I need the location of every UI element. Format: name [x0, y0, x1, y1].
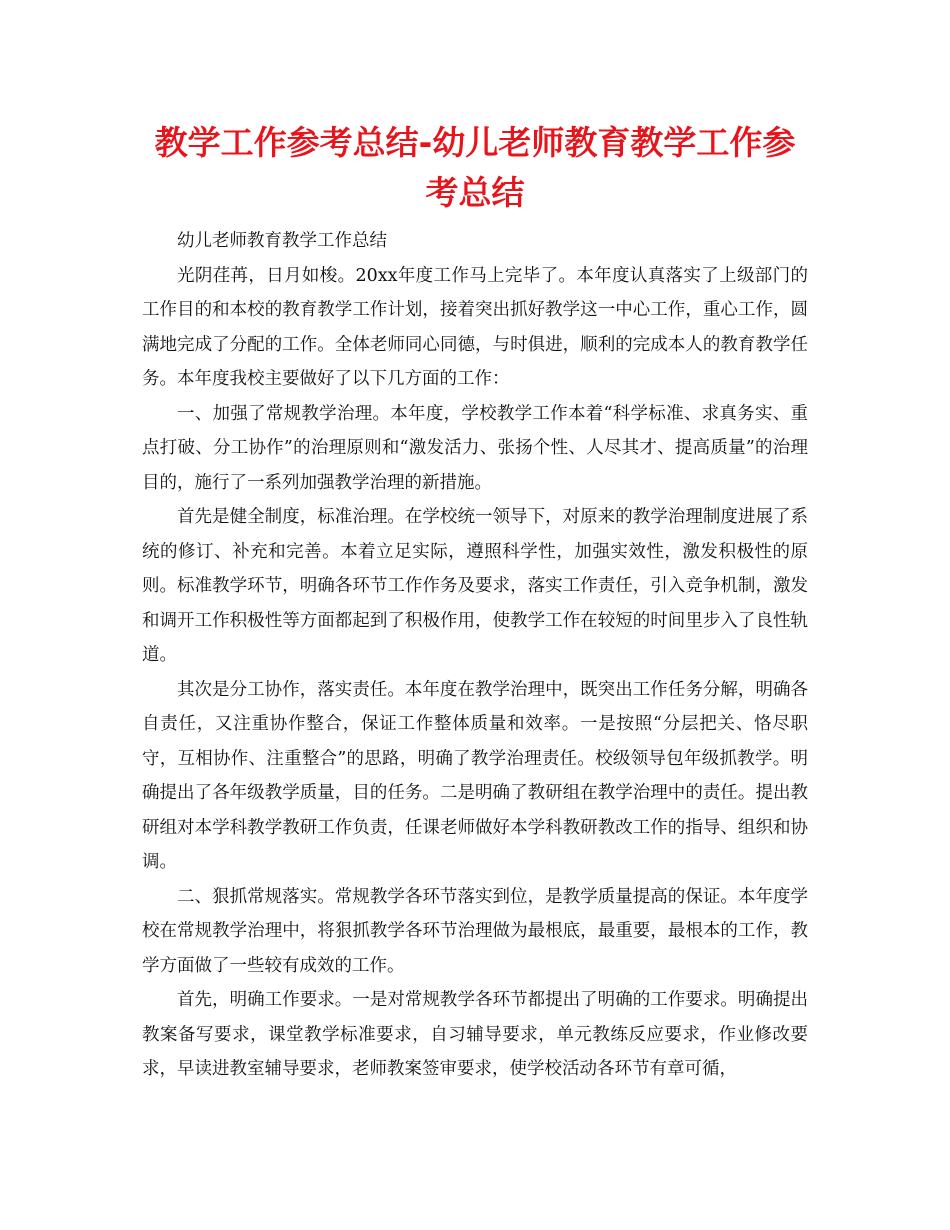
document-body: [142, 224, 808, 1087]
section-two-paragraph: 二、狠抓常规落实。常规教学各环节落实到位，是教学质量提高的保证。本年度学校在常规教学治理中，将狠抓教学各环节治理做为最根底，最重要，最根本的工作，教学方面做了一些较有成效的工作。: [142, 886, 808, 976]
intro-paragraph: 光阴荏苒，日月如梭。20xx年度工作马上完毕了。本年度认真落实了上级部门的工作目的和本校的教育教学工作计划，接着突出抓好教学这一中心工作，重心工作，圆满地完成了分配的工作。全体老师同心同德，与时俱进，顺利的完成本人的教育教学任务。本年度我校主要做好了以下几方面的工作：: [142, 265, 808, 389]
document-title: 教学工作参考总结-幼儿老师教育教学工作参考总结: [154, 123, 796, 212]
section-one-paragraph: 一、加强了常规教学治理。本年度，学校教学工作本着“科学标准、求真务实、重点打破、分工协作”的治理原则和“激发活力、张扬个性、人尽其才、提高质量”的治理目的，施行了一系列加强教学治理的新措施。: [142, 403, 808, 493]
body-paragraph: 其次是分工协作，落实责任。本年度在教学治理中，既突出工作任务分解，明确各自责任，又注重协作整合，保证工作整体质量和效率。一是按照“分层把关、恪尽职守，互相协作、注重整合”的思路，明确了教学治理责任。校级领导包年级抓教学。明确提出了各年级教学质量，目的任务。二是明确了教研组在教学治理中的责任。提出教研组对本学科教学教研工作负责，任课老师做好本学科教研教改工作的指导、组织和协调。: [142, 679, 808, 872]
body-paragraph: 首先，明确工作要求。一是对常规教学各环节都提出了明确的工作要求。明确提出教案备写要求，课堂教学标准要求，自习辅导要求，单元教练反应要求，作业修改要求，早读进教室辅导要求，老师教案签审要求，使学校活动各环节有章可循，: [142, 990, 808, 1079]
subtitle-paragraph: 幼儿老师教育教学工作总结: [177, 231, 387, 251]
body-paragraph: 首先是健全制度，标准治理。在学校统一领导下，对原来的教学治理制度进展了系统的修订、补充和完善。本着立足实际，遵照科学性，加强实效性，激发积极性的原则。标准教学环节，明确各环节工作作务及要求，落实工作责任，引入竞争机制，激发和调开工作积极性等方面都起到了积极作用，使教学工作在较短的时间里步入了良性轨道。: [142, 507, 808, 665]
